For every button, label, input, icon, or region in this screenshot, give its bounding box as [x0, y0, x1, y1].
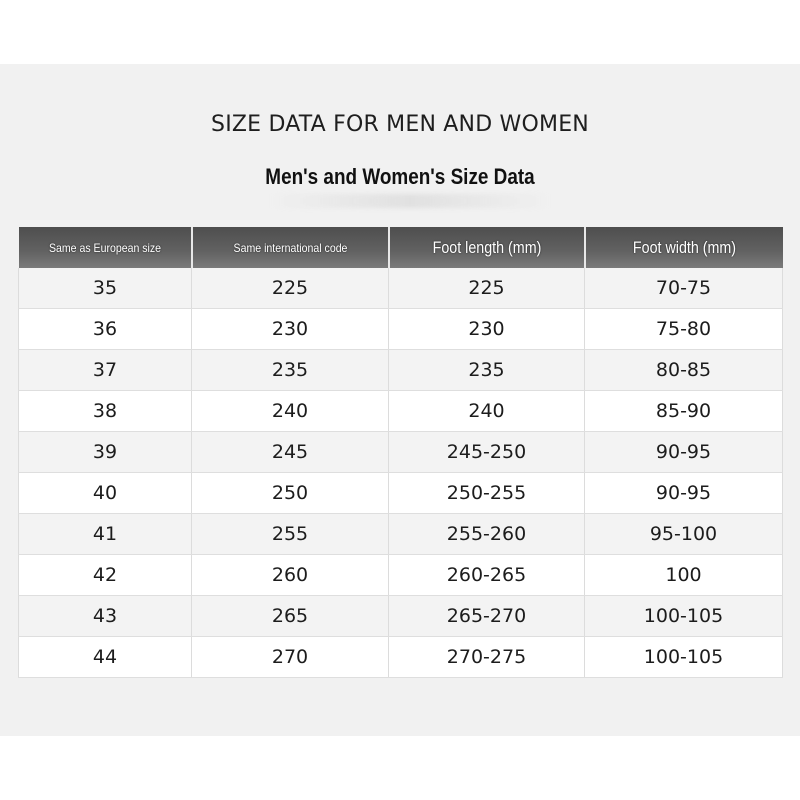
cell-european-size: 43 — [19, 596, 192, 637]
table-row — [19, 637, 783, 678]
header-foot-width-label: Foot width (mm) — [632, 237, 736, 257]
cell-foot-length: 255-260 — [389, 514, 585, 555]
cell-international-code: 260 — [192, 555, 389, 596]
cell-international-code: 235 — [192, 350, 389, 391]
page-title: SIZE DATA FOR MEN AND WOMEN — [211, 112, 589, 137]
cell-international-code: 230 — [192, 309, 389, 350]
cell-foot-length: 270-275 — [389, 637, 585, 678]
table-row — [19, 432, 783, 473]
cell-foot-length: 265-270 — [389, 596, 585, 637]
cell-foot-length: 225 — [389, 268, 585, 309]
cell-european-size: 35 — [19, 268, 192, 309]
header-foot-width — [585, 227, 783, 268]
cell-european-size: 42 — [19, 555, 192, 596]
header-international-code-label: Same international code — [233, 240, 347, 255]
cell-foot-length: 240 — [389, 391, 585, 432]
header-european-size-label: Same as European size — [48, 240, 161, 255]
cell-european-size: 36 — [19, 309, 192, 350]
cell-european-size: 41 — [19, 514, 192, 555]
table-row — [19, 350, 783, 391]
table-row — [19, 555, 783, 596]
cell-foot-length: 245-250 — [389, 432, 585, 473]
table-row — [19, 514, 783, 555]
header-foot-length-label: Foot length (mm) — [432, 237, 541, 257]
cell-international-code: 240 — [192, 391, 389, 432]
cell-international-code: 265 — [192, 596, 389, 637]
cell-european-size: 44 — [19, 637, 192, 678]
cell-foot-length: 250-255 — [389, 473, 585, 514]
header-foot-length — [389, 227, 585, 268]
header-european-size — [19, 227, 192, 268]
page-subtitle: Men's and Women's Size Data — [265, 164, 535, 189]
cell-foot-width: 95-100 — [585, 514, 783, 555]
cell-foot-width: 85-90 — [585, 391, 783, 432]
cell-european-size: 39 — [19, 432, 192, 473]
cell-foot-width: 100 — [585, 555, 783, 596]
cell-foot-length: 260-265 — [389, 555, 585, 596]
table-row — [19, 391, 783, 432]
table-row — [19, 473, 783, 514]
cell-foot-length: 230 — [389, 309, 585, 350]
cell-foot-width: 90-95 — [585, 473, 783, 514]
cell-foot-length: 235 — [389, 350, 585, 391]
cell-foot-width: 90-95 — [585, 432, 783, 473]
table-row — [19, 596, 783, 637]
cell-foot-width: 75-80 — [585, 309, 783, 350]
cell-foot-width: 80-85 — [585, 350, 783, 391]
cell-international-code: 245 — [192, 432, 389, 473]
cell-foot-width: 100-105 — [585, 637, 783, 678]
cell-european-size: 40 — [19, 473, 192, 514]
table-row — [19, 309, 783, 350]
header-international-code — [192, 227, 389, 268]
table-body — [19, 268, 783, 678]
table-row — [19, 268, 783, 309]
cell-international-code: 270 — [192, 637, 389, 678]
cell-foot-width: 70-75 — [585, 268, 783, 309]
cell-international-code: 225 — [192, 268, 389, 309]
cell-international-code: 255 — [192, 514, 389, 555]
cell-foot-width: 100-105 — [585, 596, 783, 637]
cell-european-size: 38 — [19, 391, 192, 432]
size-table — [18, 227, 783, 678]
cell-european-size: 37 — [19, 350, 192, 391]
faded-text-artifact — [270, 194, 550, 208]
cell-international-code: 250 — [192, 473, 389, 514]
table-header-row — [19, 227, 783, 268]
